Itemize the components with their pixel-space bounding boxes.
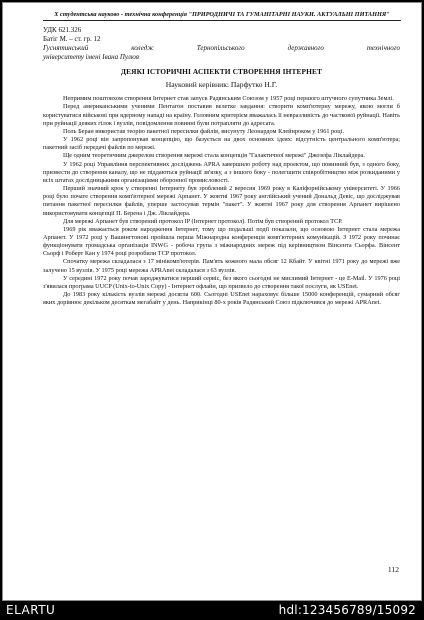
paragraph: Перед американськими ученими Пентагон поставив велетке завдання: створити комп'ютерну мережу, якою могли б користуватися військові при ядерному нападі на країну. Головним критерієм вважалась її невразливість до часткової руйнації. Навіть при руйнації деяких гілок і вузлів, повідомлення повинні були потрапляти до адресата. [43, 103, 400, 127]
author-line: Батіг М. – ст. гр. 12 [43, 35, 101, 43]
handle-identifier: hdl:123456789/15092 [278, 603, 416, 617]
paragraph: Спочатку мережа складалася з 17 мінікомп'ютерів. Пам'ять кожного мала обсяг 12 Кбайт. У квітні 1971 року до мережі вже залучено 15 вузлів. У 1975 році мережа APRAnet складалася з 63 вузлів. [43, 258, 400, 274]
scanned-page [2, 2, 422, 601]
paragraph: До 1983 року кількість вузлів мережі досягла 600. Сьогодні USEnet нараховує більше 15000 конференцій, сумарний обсяг яких дорівнює декільком десяткам мегабайт у день. Наприкінці 80-х років Радянський Союз підключився до мережі APRAnet. [43, 291, 400, 307]
page-number: 112 [387, 565, 399, 574]
page-frame [2, 2, 422, 601]
udc-code: УДК 621.326 [43, 26, 82, 34]
paragraph: Перший значний крок у створенні Інтернету був зроблений 2 вересня 1969 року в Каліфорнійському університеті. У 1966 році було почате створення комп'ютерної мережі Арпанет. У жовтні 1967 року англійський учений Дональд Девіс, що досліджував питання пакетної пересилки файлів, уперше застосував термін "пакет". У жовтні 1967 року для створення Арпанет вирішено використовувати концепції П. Берена і Дж. Ліклайдера. [43, 185, 400, 217]
paragraph: Для мережі Арпанет був створений протокол IP (Інтернет протокол). Потім був створений протокол TCP. [63, 217, 343, 225]
running-head: X студентська науково - технічна конференція "ПРИРОДНИЧІ ТА ГУМАНІТАРНІ НАУКИ. АКТУАЛЬНІ ПИТАННЯ" [54, 11, 390, 18]
college-line-2: університету імені Івана Пулюя [43, 53, 140, 61]
paragraph: У 1962 році Управління перспективних досліджень APRA завершило роботу над проектом, що повинний був, з одного боку, призвести до створення каналу, що не піддаються руйнації зв'язку, а з іншого боку - полегшити співробітництво між розкиданими у всіх штатах дослідницькими організаціями оборонної промисловості. [43, 160, 400, 184]
paragraph: Ще одним теоретичним джерелом створення мережі стала концепція "Галактичної мережі" Джозефа Ліклайдера. [63, 152, 365, 160]
paragraph: Непримим поштовхом створення Інтернет став запуск Радянським Союзом у 1957 році першого штучного супутника Землі. [63, 95, 394, 103]
paragraph: Поль Беран використав теорію пакетної пересилки файлів, висунуту Леонардом Клейнроком у 1961 році. [63, 127, 344, 135]
article-body [43, 26, 400, 307]
college-line-1: Гуснятинський коледж Тернопільського державного технічного [43, 44, 400, 52]
paragraph: У середині 1972 року почав зароджуватися перший сервіс, без якого сьогодні не мислимий Інтернет - це E-Mail. У 1976 році з'явилася програма UUCP (Unix-to-Unix Copy) - Інтернет офлайн, що призвело до створення такої послуги, як USEnet. [43, 274, 400, 290]
article-title: ДЕЯКІ ІСТОРИЧНІ АСПЕКТИ СТВОРЕННЯ ІНТЕРНЕТ [120, 67, 323, 76]
supervisor-line: Науковий керівник: Парфутко Н.Г. [165, 80, 278, 90]
repository-name: ELARTU [6, 603, 56, 617]
paragraph: У 1962 році він запропонував концепцію, що базується на двох основних ідеях: відсутність центрального комп'ютера; пакетний засіб передачі файлів по мережі. [43, 136, 400, 152]
paragraph: 1969 рік вважається роком народження Інтернет, тому що подальші події показали, що основою Інтернет стала мережа Арпанет. У 1972 році у Вашингтонові пройшла перша Міжнародна конференція комп'ютерних комунікацій. З 1972 року починає функціонувати громадська організація INWG - робоча група з міжнародних мереж під керівництвом Вінсента Сьорфа. Вінсент Сьорф і Роберт Кан у 1974 році розробили TCP протокол. [43, 225, 400, 258]
header-rule [43, 20, 401, 21]
repository-footer [0, 601, 424, 620]
